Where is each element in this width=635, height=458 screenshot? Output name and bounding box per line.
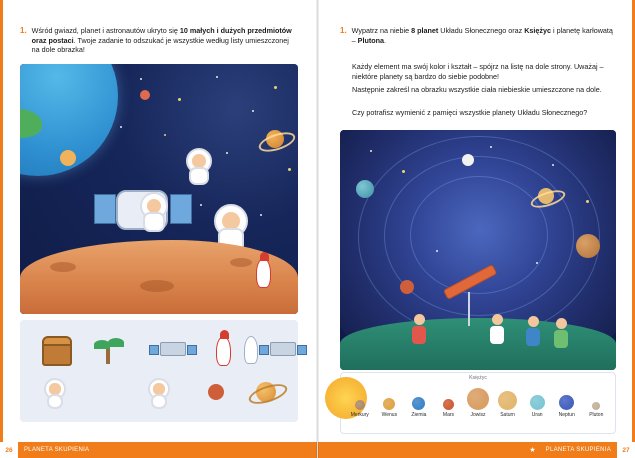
torso-shape: [554, 330, 568, 348]
legend-item-label: Mars: [442, 412, 455, 418]
star-icon: [436, 250, 438, 252]
face-icon: [153, 383, 164, 394]
legend-planet-row: [345, 384, 611, 418]
star-icon: [536, 262, 538, 264]
head-shape: [556, 318, 567, 329]
star-icon: [200, 204, 202, 206]
right-page-footer: [318, 442, 635, 458]
star-icon: [164, 134, 166, 136]
head-shape: [528, 316, 539, 327]
legend-item-label: Neptun: [558, 412, 575, 418]
legend-item-label: Jowisz: [470, 412, 486, 418]
legend-item-label: Ziemia: [411, 412, 427, 418]
star-icon: [216, 76, 218, 78]
left-task-text-part1: Wśród gwiazd, planet i astronautów ukryto się: [31, 26, 180, 35]
small-planet-icon: [208, 384, 224, 400]
left-task-text-part3: . Twoje zadanie to odszukać je wszystkie według listy umieszczonej na dole obrazka!: [31, 35, 289, 55]
saturn-planet-icon: [498, 391, 517, 410]
small-planet-icon: [140, 90, 150, 100]
face-icon: [49, 383, 60, 394]
wenus-planet-icon: [383, 398, 395, 410]
head-shape: [492, 314, 503, 325]
merkury-planet-icon: [355, 400, 365, 410]
telescope-tripod: [468, 292, 470, 326]
right-paragraph-3: Czy potrafisz wymienić z pamięci wszystkie planety Układu Słonecznego?: [352, 108, 588, 117]
legend-item-label: Uran: [531, 412, 543, 418]
palm-tree-icon: [94, 334, 128, 368]
right-task-number: 1.: [340, 26, 347, 35]
astronaut-suit: [151, 394, 168, 409]
right-task-lead: Wypatrz na niebie: [351, 26, 412, 35]
solar-panel-icon: [94, 194, 116, 224]
astronaut-figure: [140, 192, 168, 220]
right-paragraph-1: Każdy element ma swój kolor i kształt – spójrz na listę na dole strony. Uważaj – niektóre planety są bardzo do siebie podobne!: [352, 62, 604, 81]
ground-hill: [340, 318, 616, 370]
crater-shape: [230, 258, 252, 267]
legend-item: [375, 398, 405, 418]
left-illustration: [20, 64, 298, 314]
planet-legend: [340, 372, 616, 434]
neptun-planet-icon: [559, 395, 574, 410]
star-icon: [370, 150, 372, 152]
rocket-icon: [216, 336, 231, 366]
legend-item: [345, 400, 375, 418]
left-task-text-bold: 10 małych i dużych przedmiotów oraz postaci: [31, 26, 292, 45]
torso-shape: [490, 326, 504, 344]
legend-item-label: Saturn: [500, 412, 515, 418]
left-page-edge-bar: [0, 0, 3, 442]
child-figure: [526, 316, 540, 346]
right-paragraph-2: Następnie zakreśl na obrazku wszystkie ciała niebieskie umieszczone na dole.: [352, 85, 602, 94]
right-task-tail: i planetę karłowatą –: [351, 26, 613, 45]
star-icon: [252, 110, 254, 112]
small-planet-icon: [60, 150, 76, 166]
legend-item: [552, 395, 582, 418]
crater-shape: [50, 262, 76, 272]
star-icon: [120, 126, 122, 128]
star-icon: [402, 170, 405, 173]
child-figure: [554, 318, 568, 348]
astronaut-suit: [47, 394, 64, 409]
uran-planet-icon: [530, 395, 545, 410]
star-icon: ★: [529, 447, 536, 454]
head-shape: [414, 314, 425, 325]
right-task-instruction: [340, 26, 616, 45]
star-icon: [288, 168, 291, 171]
legend-item: [493, 391, 523, 418]
star-icon: [226, 152, 228, 154]
legend-item: [582, 402, 612, 418]
astronaut-figure: [214, 204, 248, 238]
right-task-bold-planets: 8 planet: [411, 26, 439, 35]
legend-item: [463, 388, 493, 418]
legend-item: [522, 395, 552, 418]
star-icon: [586, 200, 589, 203]
right-task-end: .: [384, 35, 387, 45]
treasure-chest-icon: [42, 342, 72, 366]
torso-shape: [526, 328, 540, 346]
torso-shape: [412, 326, 426, 344]
right-task-bold-moon: Księżyc: [524, 26, 551, 35]
right-illustration: [340, 130, 616, 370]
uranus-planet-icon: [356, 180, 374, 198]
pluton-planet-icon: [592, 402, 600, 410]
right-task-mid: Układu Słonecznego oraz: [438, 26, 525, 35]
star-icon: [178, 98, 181, 101]
right-task-bold-pluto: Plutona: [357, 35, 385, 45]
astronaut-suit: [143, 212, 164, 232]
legend-item: [404, 397, 434, 418]
mars-planet-icon: [443, 399, 454, 410]
hidden-objects-list: [20, 320, 298, 422]
legend-item-label: Pluton: [589, 412, 604, 418]
palm-leaf-shape: [108, 338, 124, 347]
mars-planet-icon: [400, 280, 414, 294]
rocket-icon: [256, 258, 271, 288]
satellite-icon: [270, 342, 296, 356]
child-figure: [412, 314, 426, 344]
legend-item-label: Merkury: [350, 412, 369, 418]
left-task-instruction: [20, 26, 295, 55]
legend-title: Księżyc: [469, 375, 487, 381]
legend-item-label: Wenus: [381, 412, 398, 418]
left-task-text: [32, 26, 295, 55]
star-icon: [552, 164, 554, 166]
saturn-ring-icon: [247, 380, 290, 408]
astronaut-boy-icon: [44, 378, 66, 400]
child-figure: [490, 314, 504, 344]
solar-panel-icon: [170, 194, 192, 224]
star-icon: [140, 78, 142, 80]
left-page-number: 26: [0, 442, 18, 458]
left-page-footer: [0, 442, 317, 458]
satellite-icon: [160, 342, 186, 356]
jupiter-planet-icon: [576, 234, 600, 258]
right-task-text: [352, 26, 616, 45]
astronaut-figure: [186, 148, 212, 174]
left-footer-text: PLANETA SKUPIENIA: [24, 447, 90, 453]
ziemia-planet-icon: [412, 397, 425, 410]
star-icon: [490, 146, 492, 148]
left-task-number: 1.: [20, 26, 27, 35]
star-icon: [260, 214, 262, 216]
face-icon: [192, 154, 206, 168]
right-page-number: 27: [617, 442, 635, 458]
right-footer-text: PLANETA SKUPIENIA: [545, 447, 611, 453]
crater-shape: [140, 280, 174, 292]
moon-icon: [462, 154, 474, 166]
jowisz-planet-icon: [467, 388, 489, 410]
star-icon: [274, 86, 277, 89]
legend-item: [434, 399, 464, 418]
astronaut-suit: [189, 167, 209, 185]
space-shuttle-icon: [244, 336, 258, 364]
astronaut-girl-icon: [148, 378, 170, 400]
continent-shape: [20, 108, 42, 138]
